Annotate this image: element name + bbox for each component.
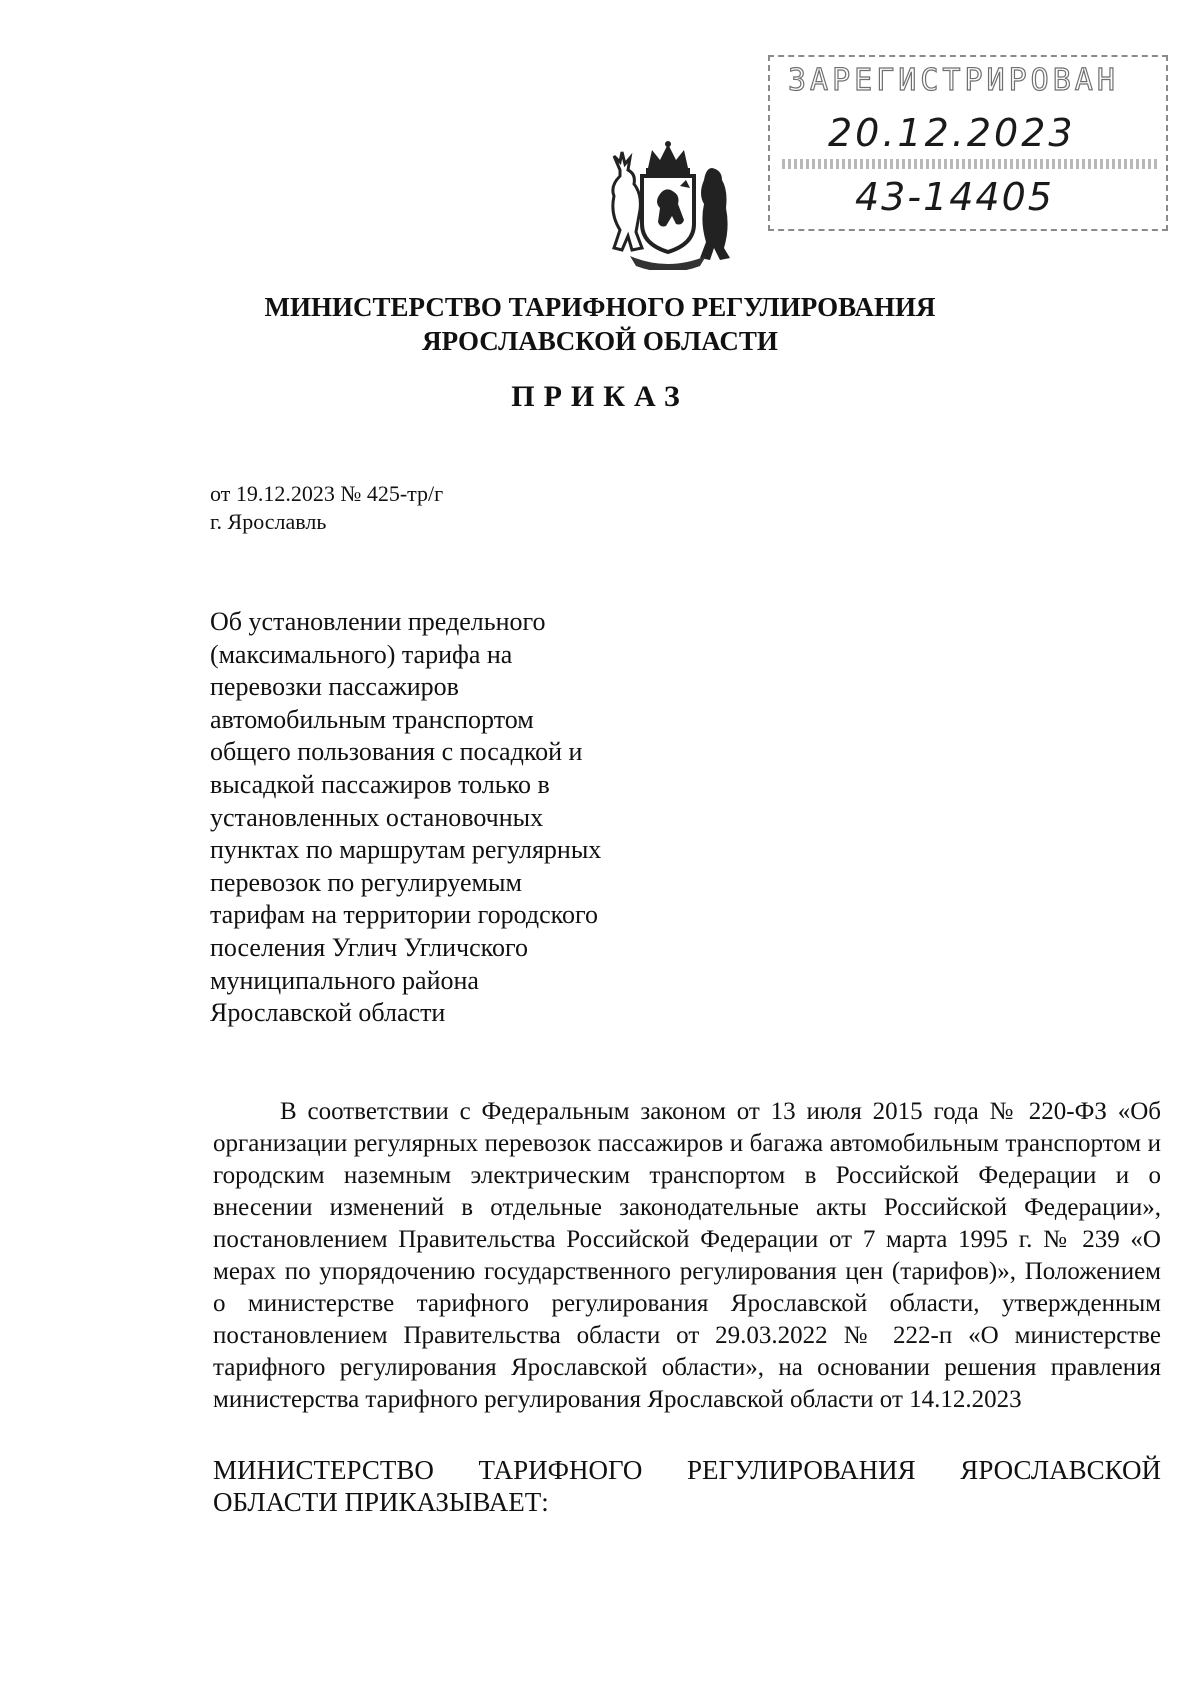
subject-line: Ярославской области [210, 998, 446, 1028]
yaroslavl-coat-of-arms-icon [600, 140, 736, 270]
subject-line: перевозок по регулируемым [210, 867, 522, 897]
stamp-faded-line [782, 159, 1158, 169]
preamble-paragraph: В соответствии с Федеральным законом от 13 июля 2015 года № 220-ФЗ «Об организации регулярных перевозок пассажиров и багажа автомобильным транспортом и городским наземным электрическим транспортом в Российской Федерации и о внесении изменений в отдельные законодательные акты Российской Федерации», постановлением Правительства Российской Федерации от 7 марта 1995 г. № 239 «О мерах по упорядочению государственного регулирования цен (тарифов)», Положением о министерстве тарифного регулирования Ярославской области, утвержденным постановлением Правительства области от 29.03.2022 № 222-п «О министерстве тарифного регулирования Ярославской области», на основании решения правления министерства тарифного регулирования Ярославской области от 14.12.2023 [213, 1098, 1161, 1413]
stamp-date: 20.12.2023 [828, 111, 1076, 155]
stamp-number: 43-14405 [855, 175, 1054, 219]
subject-line: (максимального) тарифа на [210, 639, 513, 669]
stamp-title: ЗАРЕГИСТРИРОВАН [788, 63, 1119, 98]
subject-line: тарифам на территории городского [210, 900, 598, 930]
ministry-title-line2: ЯРОСЛАВСКОЙ ОБЛАСТИ [422, 326, 778, 356]
subject-line: пунктах по маршрутам регулярных [210, 835, 602, 865]
order-meta [210, 480, 443, 536]
order-subject [210, 606, 660, 1030]
order-title: ПРИКАЗ [511, 380, 689, 413]
subject-line: автомобильным транспортом [210, 704, 534, 734]
ministry-title-line1: МИНИСТЕРСТВО ТАРИФНОГО РЕГУЛИРОВАНИЯ [264, 292, 936, 322]
subject-line: общего пользования с посадкой и [210, 737, 583, 767]
ministry-title [200, 290, 1000, 358]
order-city: г. Ярославль [210, 509, 327, 534]
subject-line: перевозки пассажиров [210, 672, 459, 702]
registration-stamp [768, 55, 1168, 231]
subject-line: муниципального района [210, 965, 479, 995]
order-date-number: от 19.12.2023 № 425-тр/г [210, 481, 444, 506]
subject-line: поселения Углич Угличского [210, 932, 528, 962]
subject-line: установленных остановочных [210, 802, 544, 832]
subject-line: Об установлении предельного [210, 607, 546, 636]
decree-statement: МИНИСТЕРСТВО ТАРИФНОГО РЕГУЛИРОВАНИЯ ЯРОСЛАВСКОЙ ОБЛАСТИ ПРИКАЗЫВАЕТ: [213, 1455, 1161, 1517]
subject-line: высадкой пассажиров только в [210, 769, 550, 799]
